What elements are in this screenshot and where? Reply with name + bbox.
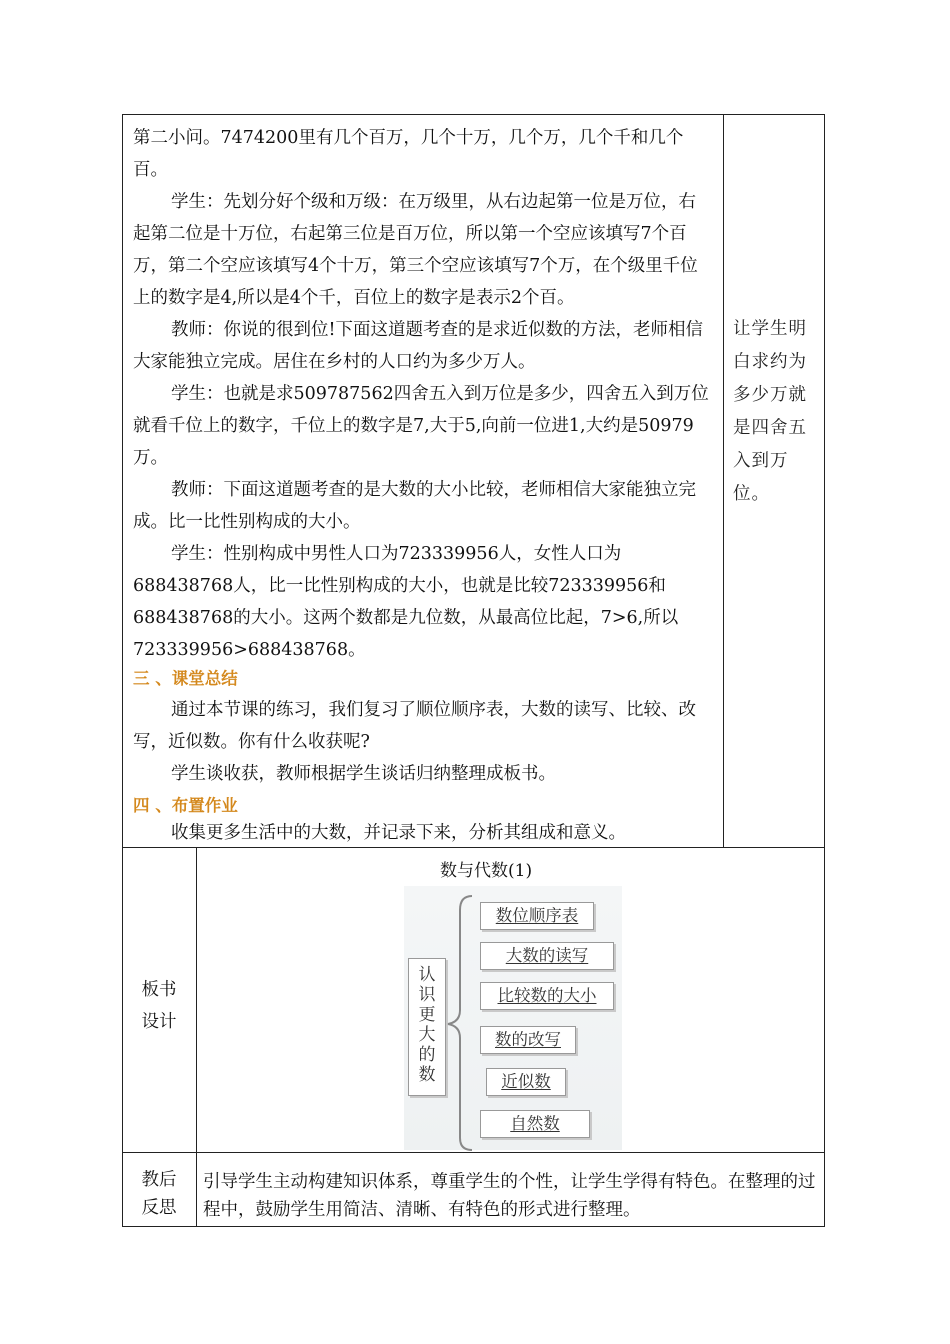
lesson-paragraph: 教师：下面这道题考查的是大数的大小比较，老师相信大家能独立完成。比一比性别构成的大小。	[133, 480, 696, 532]
label-column-divider	[196, 847, 197, 1227]
board-title: 数与代数(1)	[440, 861, 533, 881]
board-label-line: 设计	[141, 1012, 177, 1032]
reflection-text: 引导学生主动构建知识体系，尊重学生的个性，让学生学得有特色。在整理的过程中，鼓励学生用简洁、清晰、有特色的形式进行整理。	[203, 1172, 816, 1220]
board-diagram	[404, 886, 622, 1150]
row-divider-reflection	[122, 1152, 825, 1153]
lesson-paragraph: 第二小问。7474200里有几个百万，几个十万，几个万，几个千和几个百。	[133, 128, 684, 180]
vertical-label-char: 数	[418, 1065, 436, 1085]
board-label-line: 板书	[141, 980, 177, 1000]
homework-paragraph: 收集更多生活中的大数，并记录下来，分析其组成和意义。	[171, 823, 626, 843]
lesson-paragraph: 学生：性别构成中男性人口为723339956人，女性人口为688438768人，比一比性别构成的大小，也就是比较723339956和688438768的大小。这两个数都是九位数，从最高位比起，7>6,所以723339956>688438768。	[133, 544, 679, 660]
section-heading-summary: 三 、课堂总结	[133, 669, 238, 688]
board-item: 比较数的大小	[480, 982, 614, 1010]
board-item: 自然数	[480, 1110, 590, 1138]
board-item: 数的改写	[480, 1026, 576, 1054]
side-column-divider	[723, 114, 724, 847]
board-item: 大数的读写	[480, 942, 614, 970]
board-item: 近似数	[486, 1068, 566, 1096]
vertical-label-box	[408, 958, 446, 1096]
lesson-paragraph: 学生：先划分好个级和万级：在万级里，从右边起第一位是万位，右起第二位是十万位，右起第三位是百万位，所以第一个空应该填写7个百万，第二个空应该填写4个十万，第三个空应该填写7个万，在个级里千位上的数字是4,所以是4个千，百位上的数字是表示2个百。	[133, 192, 698, 308]
vertical-label-char: 认	[418, 965, 436, 985]
lesson-paragraph: 教师：你说的很到位!下面这道题考查的是求近似数的方法，老师相信大家能独立完成。居住在乡村的人口约为多少万人。	[133, 320, 704, 372]
board-item: 数位顺序表	[480, 902, 594, 930]
vertical-label-char: 识	[418, 985, 436, 1005]
brace-icon	[444, 892, 474, 1152]
vertical-label	[409, 965, 445, 1085]
vertical-label-char: 的	[418, 1045, 436, 1065]
reflection-label-line: 反思	[141, 1198, 177, 1218]
side-note: 让学生明白求约为多少万就是四舍五入到万位。	[733, 319, 807, 504]
vertical-label-char: 更	[418, 1005, 436, 1025]
section-heading-homework: 四 、布置作业	[133, 796, 238, 815]
vertical-label-char: 大	[418, 1025, 436, 1045]
reflection-label	[122, 1166, 196, 1222]
summary-paragraph: 学生谈收获，教师根据学生谈话归纳整理成板书。	[171, 764, 556, 784]
summary-paragraph: 通过本节课的练习，我们复习了顺位顺序表，大数的读写、比较、改写，近似数。你有什么收获呢?	[133, 700, 696, 752]
lesson-paragraph: 学生：也就是求509787562四舍五入到万位是多少，四舍五入到万位就看千位上的数字，千位上的数字是7,大于5,向前一位进1,大约是50979万。	[133, 384, 709, 468]
reflection-label-line: 教后	[141, 1170, 177, 1190]
board-label	[122, 974, 196, 1038]
